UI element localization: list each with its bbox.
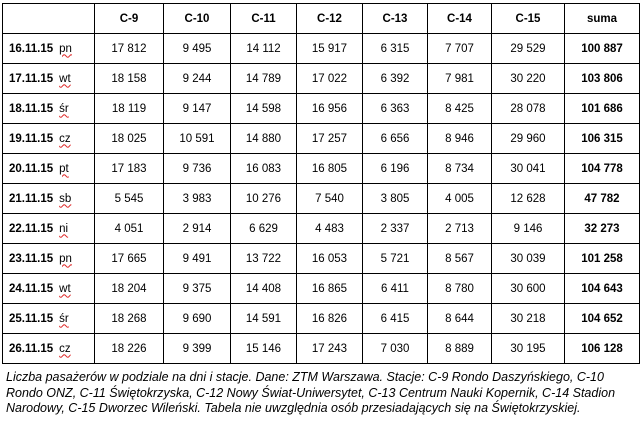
value-cell: 18 268 xyxy=(95,304,164,334)
date-cell xyxy=(3,244,95,274)
column-header: C-9 xyxy=(95,4,164,34)
table-row xyxy=(3,124,640,154)
sum-cell: 103 806 xyxy=(565,64,640,94)
weekday-label: pn xyxy=(59,252,72,265)
value-cell: 14 591 xyxy=(231,304,297,334)
value-cell: 10 276 xyxy=(231,184,297,214)
value-cell: 14 112 xyxy=(231,34,297,64)
value-cell: 14 880 xyxy=(231,124,297,154)
sum-cell: 101 258 xyxy=(565,244,640,274)
table-row xyxy=(3,304,640,334)
value-cell: 16 956 xyxy=(297,94,363,124)
value-cell: 6 656 xyxy=(363,124,428,154)
value-cell: 18 204 xyxy=(95,274,164,304)
value-cell: 4 005 xyxy=(428,184,492,214)
sum-cell: 104 778 xyxy=(565,154,640,184)
value-cell: 8 567 xyxy=(428,244,492,274)
value-cell: 9 736 xyxy=(164,154,231,184)
value-cell: 30 218 xyxy=(492,304,565,334)
date-cell xyxy=(3,124,95,154)
weekday-label: śr xyxy=(59,102,69,115)
value-cell: 17 183 xyxy=(95,154,164,184)
column-header: C-10 xyxy=(164,4,231,34)
value-cell: 14 408 xyxy=(231,274,297,304)
table-row xyxy=(3,34,640,64)
date-label: 19.11.15 xyxy=(9,132,54,145)
value-cell: 30 039 xyxy=(492,244,565,274)
value-cell: 8 734 xyxy=(428,154,492,184)
sum-cell: 104 652 xyxy=(565,304,640,334)
value-cell: 6 411 xyxy=(363,274,428,304)
sum-cell: 101 686 xyxy=(565,94,640,124)
sum-cell: 106 315 xyxy=(565,124,640,154)
value-cell: 6 392 xyxy=(363,64,428,94)
column-header: C-15 xyxy=(492,4,565,34)
value-cell: 5 545 xyxy=(95,184,164,214)
sum-cell: 100 887 xyxy=(565,34,640,64)
value-cell: 17 243 xyxy=(297,334,363,364)
weekday-label: śr xyxy=(59,312,69,325)
table-row xyxy=(3,244,640,274)
value-cell: 18 119 xyxy=(95,94,164,124)
value-cell: 2 914 xyxy=(164,214,231,244)
date-label: 26.11.15 xyxy=(9,342,54,355)
column-header: C-11 xyxy=(231,4,297,34)
table-row xyxy=(3,214,640,244)
weekday-label: pn xyxy=(59,42,72,55)
sum-cell: 47 782 xyxy=(565,184,640,214)
passenger-table xyxy=(2,3,640,364)
value-cell: 9 244 xyxy=(164,64,231,94)
weekday-label: wt xyxy=(59,72,71,85)
value-cell: 6 629 xyxy=(231,214,297,244)
value-cell: 16 805 xyxy=(297,154,363,184)
date-label: 21.11.15 xyxy=(9,192,54,205)
value-cell: 8 425 xyxy=(428,94,492,124)
date-label: 22.11.15 xyxy=(9,222,54,235)
table-body xyxy=(3,34,640,364)
date-label: 17.11.15 xyxy=(9,72,54,85)
value-cell: 8 780 xyxy=(428,274,492,304)
date-label: 18.11.15 xyxy=(9,102,54,115)
value-cell: 7 981 xyxy=(428,64,492,94)
value-cell: 16 865 xyxy=(297,274,363,304)
value-cell: 30 195 xyxy=(492,334,565,364)
value-cell: 30 041 xyxy=(492,154,565,184)
sum-cell: 32 273 xyxy=(565,214,640,244)
value-cell: 2 337 xyxy=(363,214,428,244)
value-cell: 8 946 xyxy=(428,124,492,154)
value-cell: 17 812 xyxy=(95,34,164,64)
value-cell: 4 051 xyxy=(95,214,164,244)
date-cell xyxy=(3,304,95,334)
value-cell: 30 220 xyxy=(492,64,565,94)
value-cell: 16 053 xyxy=(297,244,363,274)
value-cell: 29 960 xyxy=(492,124,565,154)
value-cell: 16 083 xyxy=(231,154,297,184)
date-label: 24.11.15 xyxy=(9,282,54,295)
date-cell xyxy=(3,94,95,124)
value-cell: 13 722 xyxy=(231,244,297,274)
sum-cell: 104 643 xyxy=(565,274,640,304)
value-cell: 28 078 xyxy=(492,94,565,124)
value-cell: 9 491 xyxy=(164,244,231,274)
value-cell: 17 257 xyxy=(297,124,363,154)
value-cell: 16 826 xyxy=(297,304,363,334)
value-cell: 3 805 xyxy=(363,184,428,214)
value-cell: 6 315 xyxy=(363,34,428,64)
column-header: C-13 xyxy=(363,4,428,34)
value-cell: 6 363 xyxy=(363,94,428,124)
table-caption: Liczba pasażerów w podziale na dni i stacje. Dane: ZTM Warszawa. Stacje: C-9 Rondo Daszyńskiego, C-10 Rondo ONZ, C-11 Świętokrzyska, C-12 Nowy Świat-Uniwersytet, C-13 Centrum Nauki Kopernik, C-14 Stadion Narodowy, C-15 Dworzec Wileński. Tabela nie uwzględnia osób przesiadających się na Świętokrzyskiej. xyxy=(6,370,616,415)
value-cell: 6 415 xyxy=(363,304,428,334)
table-row xyxy=(3,334,640,364)
header-corner-cell xyxy=(3,4,95,34)
date-cell xyxy=(3,274,95,304)
column-header: C-14 xyxy=(428,4,492,34)
table-row xyxy=(3,184,640,214)
column-header: suma xyxy=(565,4,640,34)
value-cell: 9 399 xyxy=(164,334,231,364)
value-cell: 6 196 xyxy=(363,154,428,184)
value-cell: 7 540 xyxy=(297,184,363,214)
date-cell xyxy=(3,34,95,64)
value-cell: 4 483 xyxy=(297,214,363,244)
value-cell: 10 591 xyxy=(164,124,231,154)
table-row xyxy=(3,154,640,184)
value-cell: 18 226 xyxy=(95,334,164,364)
value-cell: 15 146 xyxy=(231,334,297,364)
date-cell xyxy=(3,214,95,244)
date-cell xyxy=(3,64,95,94)
date-label: 23.11.15 xyxy=(9,252,54,265)
value-cell: 3 983 xyxy=(164,184,231,214)
date-cell xyxy=(3,154,95,184)
value-cell: 14 598 xyxy=(231,94,297,124)
weekday-label: wt xyxy=(59,282,71,295)
table-row xyxy=(3,94,640,124)
value-cell: 14 789 xyxy=(231,64,297,94)
value-cell: 18 025 xyxy=(95,124,164,154)
value-cell: 9 690 xyxy=(164,304,231,334)
date-cell xyxy=(3,334,95,364)
date-label: 16.11.15 xyxy=(9,42,54,55)
value-cell: 15 917 xyxy=(297,34,363,64)
value-cell: 7 707 xyxy=(428,34,492,64)
value-cell: 8 644 xyxy=(428,304,492,334)
value-cell: 5 721 xyxy=(363,244,428,274)
value-cell: 30 600 xyxy=(492,274,565,304)
date-label: 25.11.15 xyxy=(9,312,54,325)
value-cell: 12 628 xyxy=(492,184,565,214)
sum-cell: 106 128 xyxy=(565,334,640,364)
weekday-label: pt xyxy=(59,162,69,175)
value-cell: 9 375 xyxy=(164,274,231,304)
date-cell xyxy=(3,184,95,214)
weekday-label: cz xyxy=(59,132,71,145)
weekday-label: cz xyxy=(59,342,71,355)
weekday-label: ni xyxy=(59,222,69,235)
value-cell: 8 889 xyxy=(428,334,492,364)
value-cell: 9 146 xyxy=(492,214,565,244)
weekday-label: sb xyxy=(59,192,72,205)
value-cell: 29 529 xyxy=(492,34,565,64)
value-cell: 7 030 xyxy=(363,334,428,364)
value-cell: 2 713 xyxy=(428,214,492,244)
value-cell: 18 158 xyxy=(95,64,164,94)
value-cell: 9 147 xyxy=(164,94,231,124)
value-cell: 9 495 xyxy=(164,34,231,64)
table-row xyxy=(3,64,640,94)
value-cell: 17 022 xyxy=(297,64,363,94)
date-label: 20.11.15 xyxy=(9,162,54,175)
value-cell: 17 665 xyxy=(95,244,164,274)
column-header: C-12 xyxy=(297,4,363,34)
header-row xyxy=(3,4,640,34)
table-row xyxy=(3,274,640,304)
